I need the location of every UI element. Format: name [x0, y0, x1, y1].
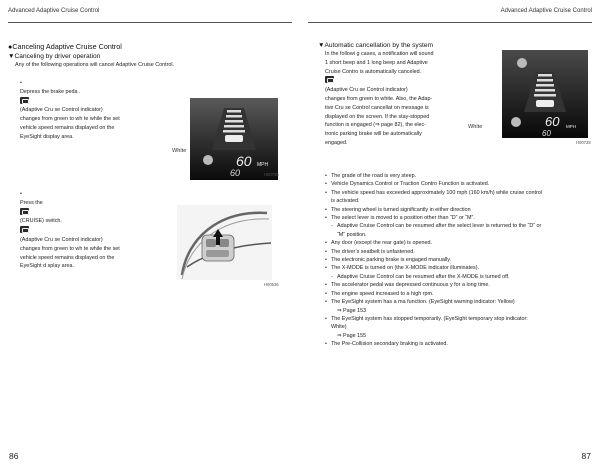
- page-number: 86: [9, 451, 19, 461]
- cruise-switch-icon: [20, 208, 29, 215]
- cruise-block: • Press the (CRUISE) switch. (Adaptive Cru se Control indicator) changes from green to wh te while the set vehicle speed remains displayed on the EyeSight d splay area.: [20, 191, 120, 270]
- list-continuation: “M” position.: [337, 231, 367, 238]
- eyesight-display-figure: [190, 98, 278, 180]
- list-item: • The vehicle speed has exceeded approximately 100 mph (160 km/h) while cruise control: [325, 189, 595, 197]
- triangle-icon: ▼: [8, 53, 15, 60]
- eyesight-display-graphic: [502, 50, 588, 138]
- intro-paragraph: In the followi g cases, a notification will sound 1 short beep and 1 long beep and Adaptive Cruise Contro is automatically canceled. (Adaptive Cru se Control indicator) changes from green to white. Also, the Adap- tive Cru se Control cancellat on message is displayed on the screen. If the stay-stopped function is engaged (⇒ page 82), the elec- tronic parking brake will be automatically engaged.: [325, 51, 434, 146]
- acc-indicator-icon: [20, 226, 29, 233]
- list-item: • The EyeSight system has stopped temporarily. (EyeSight temporary stop indicator:: [325, 315, 595, 323]
- running-head: Advanced Adaptive Cruise Control: [500, 8, 592, 14]
- svg-text:60: 60: [542, 129, 551, 138]
- section-title: ▼Automatic cancellation by the system: [318, 42, 434, 49]
- list-item: • The electronic parking brake is engaged manually.: [325, 256, 595, 264]
- list-subitem: - Adaptive Cruise Control can be resumed after the X-MODE is turned off.: [325, 273, 595, 281]
- brake-block: • Depress the brake peda . (Adaptive Cru se Control indicator) changes from green to wh te while the set vehicle speed remains displayed on the EyeSight display area.: [20, 79, 160, 142]
- page-reference: ⇒ Page 153: [337, 307, 367, 314]
- list-item: • The steering wheel is turned significantly in either direction: [325, 206, 595, 214]
- list-item: • Vehicle Dynamics Control or Traction Contro Function is activated.: [325, 180, 595, 188]
- svg-text:60: 60: [230, 168, 241, 178]
- list-item: • The EyeSight system has a ma function. (EyeSight warning indicator: Yellow): [325, 298, 595, 306]
- list-subitem: - Adaptive Cruise Control can be resumed after the select lever is returned to the “D” or: [325, 222, 595, 230]
- svg-text:MPH: MPH: [257, 162, 269, 168]
- figure-id: H00735: [264, 172, 279, 177]
- list-item: • The accelerator pedal was depressed continuous y for a long time.: [325, 281, 595, 289]
- white-label: White: [172, 148, 187, 154]
- figure-id: H00738: [576, 140, 591, 145]
- svg-text:60: 60: [545, 114, 560, 129]
- list-continuation: is activated.: [331, 198, 360, 205]
- intro-text: Any of the following operations will cancel Adaptive Cruise Control.: [15, 62, 175, 68]
- steering-wheel-graphic: [177, 205, 272, 280]
- list-item: • The X-MODE is turned on (the X-MODE indicator illuminates).: [325, 264, 595, 272]
- page-number: 87: [581, 451, 591, 461]
- list-item: • The select lever is moved to a position other than “D” or “M”.: [325, 214, 595, 222]
- white-label: White: [468, 124, 483, 130]
- list-item: • The Pre-Collision secondary braking is activated.: [325, 340, 595, 348]
- running-head: Advanced Adaptive Cruise Control: [8, 8, 100, 14]
- bullet-circle-icon: ●: [8, 42, 13, 51]
- svg-text:MPH: MPH: [566, 124, 576, 129]
- acc-indicator-icon: [20, 97, 29, 104]
- steering-switch-figure: [177, 205, 272, 280]
- header-rule: [8, 22, 292, 23]
- eyesight-display-graphic: [190, 98, 278, 180]
- section-title: ●Canceling Adaptive Cruise Control: [8, 42, 122, 51]
- cancellation-conditions-list: [325, 172, 595, 349]
- acc-indicator-icon: [325, 76, 334, 83]
- list-item: • The engine speed increased to a high rpm.: [325, 290, 595, 298]
- figure-id: H00536: [264, 282, 279, 287]
- eyesight-display-figure: [502, 50, 588, 138]
- list-continuation: White): [331, 324, 347, 331]
- page-reference: ⇒ Page 155: [337, 332, 367, 339]
- brake-title: • Depress the brake peda .: [20, 80, 81, 95]
- subsection-title: ▼Canceling by driver operation: [8, 53, 101, 60]
- triangle-icon: ▼: [318, 42, 325, 49]
- header-rule: [308, 22, 592, 23]
- list-item: • Any door (except the rear gate) is opened.: [325, 239, 595, 247]
- list-item: • The driver’s seatbelt is unfastened.: [325, 248, 595, 256]
- list-item: • The grade of the road is very steep.: [325, 172, 595, 180]
- svg-text:60: 60: [236, 153, 252, 169]
